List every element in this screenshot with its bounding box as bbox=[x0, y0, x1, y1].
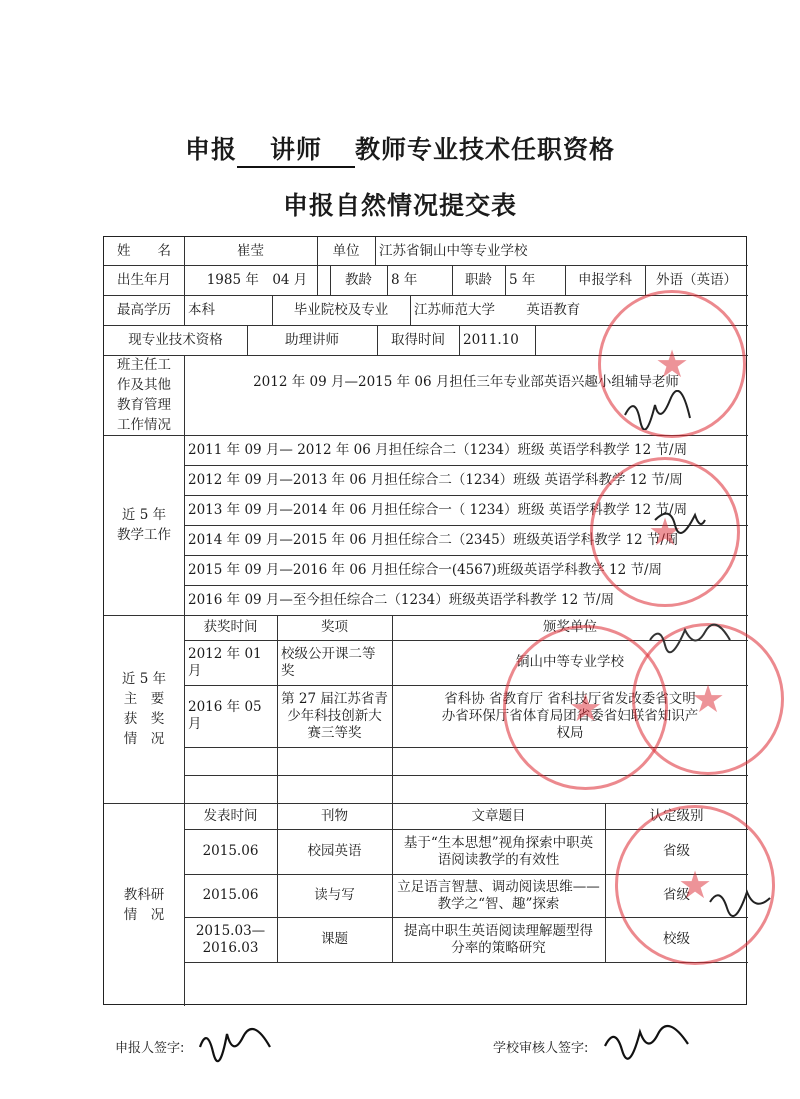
teaching-row: 2014 年 09 月—2015 年 06 月担任综合二（2345）班级英语学科教学 12 节/周 bbox=[188, 531, 679, 548]
award-time: 2016 年 05 月 bbox=[188, 699, 262, 732]
research-header-journal: 刊物 bbox=[321, 807, 348, 824]
research-header-time: 发表时间 bbox=[203, 807, 258, 824]
research-journal: 校园英语 bbox=[307, 843, 362, 859]
form-subtitle: 申报自然情况提交表 bbox=[282, 191, 517, 220]
title-prefix: 申报 bbox=[184, 135, 237, 164]
research-title: 立足语言智慧、调动阅读思维—— 教学之“智、趣”探索 bbox=[397, 878, 600, 912]
award-time: 2012 年 01 月 bbox=[188, 645, 262, 679]
teaching-row: 2015 年 09 月—2016 年 06 月担任综合一(4567)班级英语学科教学 12 节/周 bbox=[188, 561, 663, 578]
title-age-label: 职龄 bbox=[465, 271, 492, 288]
award-name: 校级公开课二等 奖 bbox=[281, 645, 376, 679]
applicant-signature-label: 申报人签字: bbox=[115, 1041, 185, 1056]
qualification-date-value: 2011.10 bbox=[463, 331, 519, 348]
teaching-label: 近 5 年 教学工作 bbox=[117, 507, 171, 543]
name-value: 崔莹 bbox=[237, 242, 264, 259]
research-journal: 课题 bbox=[321, 931, 348, 947]
management-text: 2012 年 09 月—2015 年 06 月担任三年专业部英语兴趣小组辅导老师 bbox=[253, 374, 679, 390]
qualification-value: 助理讲师 bbox=[285, 331, 339, 348]
school-reviewer-signature-label: 学校审核人签字: bbox=[493, 1041, 589, 1056]
research-level: 省级 bbox=[663, 843, 690, 859]
awards-header-time: 获奖时间 bbox=[203, 619, 258, 635]
research-journal: 读与写 bbox=[314, 887, 355, 903]
title-suffix: 教师专业技术任职资格 bbox=[355, 135, 616, 164]
research-label: 教科研 情 况 bbox=[123, 886, 165, 923]
teaching-row: 2012 年 09 月—2013 年 06 月担任综合二（1234）班级 英语学科教学 12 节/周 bbox=[188, 471, 683, 488]
research-level: 校级 bbox=[663, 931, 690, 947]
teaching-row: 2013 年 09 月—2014 年 06 月担任综合一（ 1234）班级 英语学科教学 12 节/周 bbox=[188, 501, 688, 518]
name-label: 姓 名 bbox=[117, 242, 171, 259]
management-label: 班主任工 作及其他 教育管理 工作情况 bbox=[117, 357, 171, 433]
school-label: 毕业院校及专业 bbox=[293, 301, 389, 318]
awards-label: 近 5 年 主 要 获 奖 情 况 bbox=[121, 671, 167, 747]
research-time: 2015.06 bbox=[202, 887, 259, 903]
research-title: 基于“生本思想”视角探索中职英 语阅读教学的有效性 bbox=[403, 834, 594, 868]
research-header-title: 文章题目 bbox=[471, 807, 526, 824]
birth-label: 出生年月 bbox=[117, 271, 171, 288]
application-form-table bbox=[103, 236, 747, 1005]
subject-value: 外语（英语） bbox=[656, 271, 737, 288]
awards-header-award: 奖项 bbox=[321, 619, 348, 635]
teaching-row: 2011 年 09 月— 2012 年 06 月担任综合二（1234）班级 英语学科教学 12 节/周 bbox=[188, 441, 688, 458]
birth-value: 1985 年 04 月 bbox=[206, 271, 308, 288]
form-title bbox=[0, 130, 800, 168]
subject-label: 申报学科 bbox=[578, 271, 632, 288]
title-position: 讲师 bbox=[237, 130, 355, 168]
award-issuer: 省科协 省教育厅 省科技厅省发改委省文明 办省环保厅省体育局团省委省妇联省知识产 权局 bbox=[441, 690, 699, 741]
awards-header-issuer: 颁奖单位 bbox=[543, 619, 597, 635]
research-time: 2015.03— 2016.03 bbox=[195, 922, 266, 956]
research-time: 2015.06 bbox=[202, 843, 259, 859]
edu-label: 最高学历 bbox=[117, 301, 171, 318]
unit-value: 江苏省铜山中等专业学校 bbox=[379, 242, 528, 259]
unit-label: 单位 bbox=[332, 242, 360, 259]
applicant-signature bbox=[195, 1022, 275, 1066]
school-value: 江苏师范大学 英语教育 bbox=[414, 301, 581, 318]
teach-age-value: 8 年 bbox=[391, 271, 418, 288]
award-issuer: 铜山中等专业学校 bbox=[516, 654, 624, 670]
award-name: 第 27 届江苏省青 少年科技创新大 赛三等奖 bbox=[281, 690, 388, 741]
title-age-value: 5 年 bbox=[509, 271, 536, 288]
qualification-label: 现专业技术资格 bbox=[128, 331, 223, 348]
qualification-date-label: 取得时间 bbox=[391, 331, 445, 348]
teach-age-label: 教龄 bbox=[345, 271, 372, 288]
research-level: 省级 bbox=[663, 887, 690, 903]
research-title: 提高中职生英语阅读理解题型得 分率的策略研究 bbox=[404, 922, 593, 956]
school-reviewer-signature bbox=[600, 1018, 695, 1064]
research-header-level: 认定级别 bbox=[649, 807, 704, 824]
teaching-row: 2016 年 09 月—至今担任综合二（1234）班级英语学科教学 12 节/周 bbox=[188, 591, 615, 608]
edu-value: 本科 bbox=[188, 301, 215, 318]
